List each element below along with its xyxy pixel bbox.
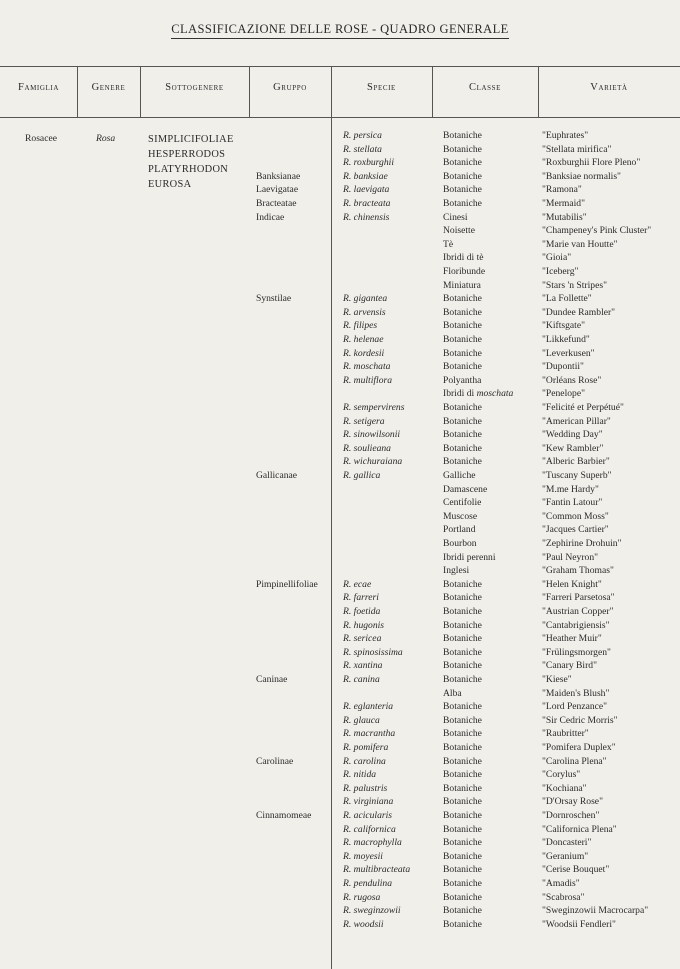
specie-cell: R. stellata xyxy=(343,144,382,155)
varieta-cell: "Kew Rambler" xyxy=(542,443,604,454)
varieta-cell: "Penelope" xyxy=(542,388,585,399)
varieta-cell: "Frülingsmorgen" xyxy=(542,647,611,658)
specie-cell: R. ecae xyxy=(343,579,372,590)
gruppo-cell: Carolinae xyxy=(256,756,294,767)
classe-cell: Polyantha xyxy=(443,375,482,386)
sottogenere-item: HESPERRODOS xyxy=(148,149,226,160)
varieta-cell: "Fantin Latour" xyxy=(542,497,603,508)
classe-cell: Botaniche xyxy=(443,198,482,209)
varieta-cell: "Dornroschen" xyxy=(542,810,600,821)
varieta-cell: "Cerise Bouquet" xyxy=(542,864,610,875)
classe-cell: Botaniche xyxy=(443,864,482,875)
header-varieta: Varietà xyxy=(590,82,628,93)
specie-cell: R. californica xyxy=(343,824,396,835)
classe-cell: Botaniche xyxy=(443,320,482,331)
classe-cell: Botaniche xyxy=(443,402,482,413)
varieta-cell: "Roxburghii Flore Pleno" xyxy=(542,157,641,168)
specie-cell: R. multiflora xyxy=(343,375,393,386)
title-text: CLASSIFICAZIONE DELLE ROSE - QUADRO GENERALE xyxy=(171,22,508,39)
classe-cell: Cinesi xyxy=(443,212,468,223)
varieta-cell: "Zephirine Drohuin" xyxy=(542,538,622,549)
classe-cell: Botaniche xyxy=(443,728,482,739)
specie-cell: R. woodsii xyxy=(343,919,384,930)
classe-cell: Botaniche xyxy=(443,783,482,794)
specie-cell: R. gigantea xyxy=(343,293,388,304)
varieta-cell: "Orléans Rose" xyxy=(542,375,602,386)
varieta-cell: "Pomifera Duplex" xyxy=(542,742,616,753)
classe-cell: Botaniche xyxy=(443,348,482,359)
specie-cell: R. palustris xyxy=(343,783,388,794)
classe-cell: Portland xyxy=(443,524,476,535)
classe-cell: Noisette xyxy=(443,225,475,236)
specie-cell: R. banksiae xyxy=(343,171,388,182)
varieta-cell: "American Pillar" xyxy=(542,416,611,427)
varieta-cell: "Dupontii" xyxy=(542,361,584,372)
classe-cell: Botaniche xyxy=(443,919,482,930)
varieta-cell: "Euphrates" xyxy=(542,130,589,141)
specie-cell: R. arvensis xyxy=(343,307,386,318)
classe-cell: Botaniche xyxy=(443,443,482,454)
header-genere: Genere xyxy=(91,82,126,93)
genere-cell: Rosa xyxy=(96,133,116,144)
gruppo-cell: Bracteatae xyxy=(256,198,297,209)
varieta-cell: "Mutabilis" xyxy=(542,212,587,223)
specie-cell: R. foetida xyxy=(343,606,381,617)
varieta-cell: "Kiftsgate" xyxy=(542,320,585,331)
specie-cell: R. sweginzowii xyxy=(343,905,401,916)
sottogenere-item: PLATYRHODON xyxy=(148,164,229,175)
varieta-cell: "Jacques Cartier" xyxy=(542,524,609,535)
classe-cell: Muscose xyxy=(443,511,478,522)
classe-cell: Botaniche xyxy=(443,171,482,182)
header-bottom-rule xyxy=(0,117,680,118)
header-specie: Specie xyxy=(367,82,396,93)
varieta-cell: "Amadis" xyxy=(542,878,580,889)
page-title xyxy=(0,22,680,37)
specie-cell: R. pendulina xyxy=(343,878,393,889)
classe-cell: Inglesi xyxy=(443,565,470,576)
sottogenere-list xyxy=(148,132,234,192)
varieta-cell: "Ramona" xyxy=(542,184,582,195)
varieta-cell: "Maiden's Blush" xyxy=(542,688,610,699)
classe-cell: Ibridi perenni xyxy=(443,552,496,563)
varieta-cell: "Sweginzowii Macrocarpa" xyxy=(542,905,649,916)
classe-cell: Botaniche xyxy=(443,824,482,835)
sottogenere-item: SIMPLICIFOLIAE xyxy=(148,134,234,145)
specie-cell: R. filipes xyxy=(343,320,378,331)
header-sottogenere: Sottogenere xyxy=(165,82,224,93)
specie-cell: R. helenae xyxy=(343,334,384,345)
varieta-cell: "Kiese" xyxy=(542,674,572,685)
varieta-cell: "Mermaid" xyxy=(542,198,585,209)
classe-cell: Botaniche xyxy=(443,184,482,195)
varieta-cell: "Heather Muir" xyxy=(542,633,602,644)
specie-cell: R. wichuraiana xyxy=(343,456,403,467)
classe-cell: Botaniche xyxy=(443,130,482,141)
specie-cell: R. gallica xyxy=(343,470,381,481)
varieta-cell: "Californica Plena" xyxy=(542,824,617,835)
classe-cell: Botaniche xyxy=(443,633,482,644)
specie-cell: R. macrophylla xyxy=(343,837,402,848)
classe-cell: Botaniche xyxy=(443,837,482,848)
classe-cell: Botaniche xyxy=(443,579,482,590)
classe-cell: Botaniche xyxy=(443,905,482,916)
specie-cell: R. sinowilsonii xyxy=(343,429,401,440)
header-gruppo: Gruppo xyxy=(273,82,307,93)
classe-cell: Galliche xyxy=(443,470,476,481)
header-top-rule xyxy=(0,66,680,67)
specie-cell: R. roxburghii xyxy=(343,157,394,168)
classe-cell: Botaniche xyxy=(443,416,482,427)
specie-cell: R. setigera xyxy=(343,416,385,427)
classe-cell: Botaniche xyxy=(443,810,482,821)
classe-cell: Botaniche xyxy=(443,715,482,726)
specie-cell: R. virginiana xyxy=(343,796,394,807)
specie-cell: R. pomifera xyxy=(343,742,389,753)
varieta-cell: "Stars 'n Stripes" xyxy=(542,280,607,291)
famiglia-cell: Rosacee xyxy=(25,133,57,144)
gruppo-cell: Pimpinellifoliae xyxy=(256,579,318,590)
classe-cell: Botaniche xyxy=(443,674,482,685)
varieta-cell: "Wedding Day" xyxy=(542,429,603,440)
specie-cell: R. xantina xyxy=(343,660,383,671)
classe-cell: Botaniche xyxy=(443,307,482,318)
varieta-cell: "Canary Bird" xyxy=(542,660,597,671)
classe-cell: Floribunde xyxy=(443,266,486,277)
gruppo-cell: Caninae xyxy=(256,674,288,685)
varieta-cell: "Common Moss" xyxy=(542,511,609,522)
classe-cell: Centifolie xyxy=(443,497,482,508)
specie-cell: R. soulieana xyxy=(343,443,391,454)
specie-cell: R. multibracteata xyxy=(343,864,411,875)
classe-cell: Botaniche xyxy=(443,756,482,767)
classe-cell: Botaniche xyxy=(443,361,482,372)
varieta-cell: "Sir Cedric Morris" xyxy=(542,715,618,726)
classe-cell: Botaniche xyxy=(443,620,482,631)
header-classe: Classe xyxy=(469,82,501,93)
varieta-cell: "Leverkusen" xyxy=(542,348,595,359)
specie-cell: R. moschata xyxy=(343,361,391,372)
varieta-cell: "Doncasteri" xyxy=(542,837,592,848)
specie-cell: R. glauca xyxy=(343,715,380,726)
column-divider xyxy=(331,66,332,969)
varieta-cell: "Carolina Plena" xyxy=(542,756,607,767)
varieta-cell: "Scabrosa" xyxy=(542,892,585,903)
classe-cell: Botaniche xyxy=(443,796,482,807)
specie-cell: R. macrantha xyxy=(343,728,396,739)
varieta-cell: "Likkefund" xyxy=(542,334,590,345)
gruppo-cell: Synstilae xyxy=(256,293,292,304)
varieta-cell: "Banksiae normalis" xyxy=(542,171,621,182)
varieta-cell: "Felicité et Perpétué" xyxy=(542,402,624,413)
specie-cell: R. persica xyxy=(343,130,382,141)
classe-cell: Botaniche xyxy=(443,334,482,345)
gruppo-cell: Gallicanae xyxy=(256,470,298,481)
varieta-cell: "Stellata mirifica" xyxy=(542,144,612,155)
classe-cell: Botaniche xyxy=(443,769,482,780)
varieta-cell: "Austrian Copper" xyxy=(542,606,614,617)
gruppo-cell: Laevigatae xyxy=(256,184,299,195)
gruppo-cell: Indicae xyxy=(256,212,285,223)
varieta-cell: "Gioia" xyxy=(542,252,572,263)
classe-cell: Ibridi di moschata xyxy=(443,388,514,399)
classe-cell: Tè xyxy=(443,239,454,250)
varieta-cell: "D'Orsay Rose" xyxy=(542,796,603,807)
classe-cell: Botaniche xyxy=(443,701,482,712)
classe-cell: Botaniche xyxy=(443,144,482,155)
varieta-cell: "Farreri Parsetosa" xyxy=(542,592,615,603)
specie-cell: R. rugosa xyxy=(343,892,381,903)
varieta-cell: "Woodsii Fendleri" xyxy=(542,919,616,930)
specie-cell: R. nitida xyxy=(343,769,377,780)
varieta-cell: "La Follette" xyxy=(542,293,592,304)
classe-cell: Botaniche xyxy=(443,592,482,603)
specie-cell: R. farreri xyxy=(343,592,379,603)
specie-cell: R. kordesii xyxy=(343,348,385,359)
gruppo-cell: Banksianae xyxy=(256,171,301,182)
specie-cell: R. sempervirens xyxy=(343,402,405,413)
classe-cell: Botaniche xyxy=(443,293,482,304)
varieta-cell: "Paul Neyron" xyxy=(542,552,599,563)
varieta-cell: "Raubritter" xyxy=(542,728,589,739)
classe-cell: Miniatura xyxy=(443,280,481,291)
classe-cell: Botaniche xyxy=(443,606,482,617)
varieta-cell: "Geranium" xyxy=(542,851,589,862)
classe-cell: Botaniche xyxy=(443,878,482,889)
specie-cell: R. laevigata xyxy=(343,184,390,195)
specie-cell: R. spinosissima xyxy=(343,647,403,658)
classe-cell: Bourbon xyxy=(443,538,477,549)
classe-cell: Botaniche xyxy=(443,851,482,862)
specie-cell: R. hugonis xyxy=(343,620,385,631)
classe-cell: Botaniche xyxy=(443,660,482,671)
varieta-cell: "Alberic Barbier" xyxy=(542,456,610,467)
classe-cell: Botaniche xyxy=(443,157,482,168)
varieta-cell: "Graham Thomas" xyxy=(542,565,614,576)
varieta-cell: "Corylus" xyxy=(542,769,581,780)
specie-cell: R. bracteata xyxy=(343,198,391,209)
varieta-cell: "Kochiana" xyxy=(542,783,587,794)
gruppo-cell: Cinnamomeae xyxy=(256,810,312,821)
classe-cell: Botaniche xyxy=(443,647,482,658)
specie-cell: R. sericea xyxy=(343,633,382,644)
varieta-cell: "Iceberg" xyxy=(542,266,579,277)
varieta-cell: "Champeney's Pink Cluster" xyxy=(542,225,652,236)
classe-cell: Ibridi di tè xyxy=(443,252,484,263)
classe-cell: Alba xyxy=(443,688,462,699)
varieta-cell: "M.me Hardy" xyxy=(542,484,599,495)
varieta-cell: "Lord Penzance" xyxy=(542,701,608,712)
specie-cell: R. eglanteria xyxy=(343,701,394,712)
specie-cell: R. canina xyxy=(343,674,380,685)
varieta-cell: "Tuscany Superb" xyxy=(542,470,612,481)
classe-cell: Botaniche xyxy=(443,429,482,440)
specie-cell: R. moyesii xyxy=(343,851,383,862)
varieta-cell: "Dundee Rambler" xyxy=(542,307,616,318)
varieta-cell: "Marie van Houtte" xyxy=(542,239,618,250)
varieta-cell: "Helen Knight" xyxy=(542,579,602,590)
sottogenere-item: EUROSA xyxy=(148,179,192,190)
classe-cell: Botaniche xyxy=(443,892,482,903)
specie-cell: R. chinensis xyxy=(343,212,390,223)
classe-cell: Botaniche xyxy=(443,456,482,467)
specie-cell: R. carolina xyxy=(343,756,386,767)
specie-cell: R. acicularis xyxy=(343,810,393,821)
varieta-cell: "Cantabrigiensis" xyxy=(542,620,610,631)
classe-cell: Botaniche xyxy=(443,742,482,753)
header-famiglia: Famiglia xyxy=(18,82,59,93)
classe-cell: Damascene xyxy=(443,484,488,495)
